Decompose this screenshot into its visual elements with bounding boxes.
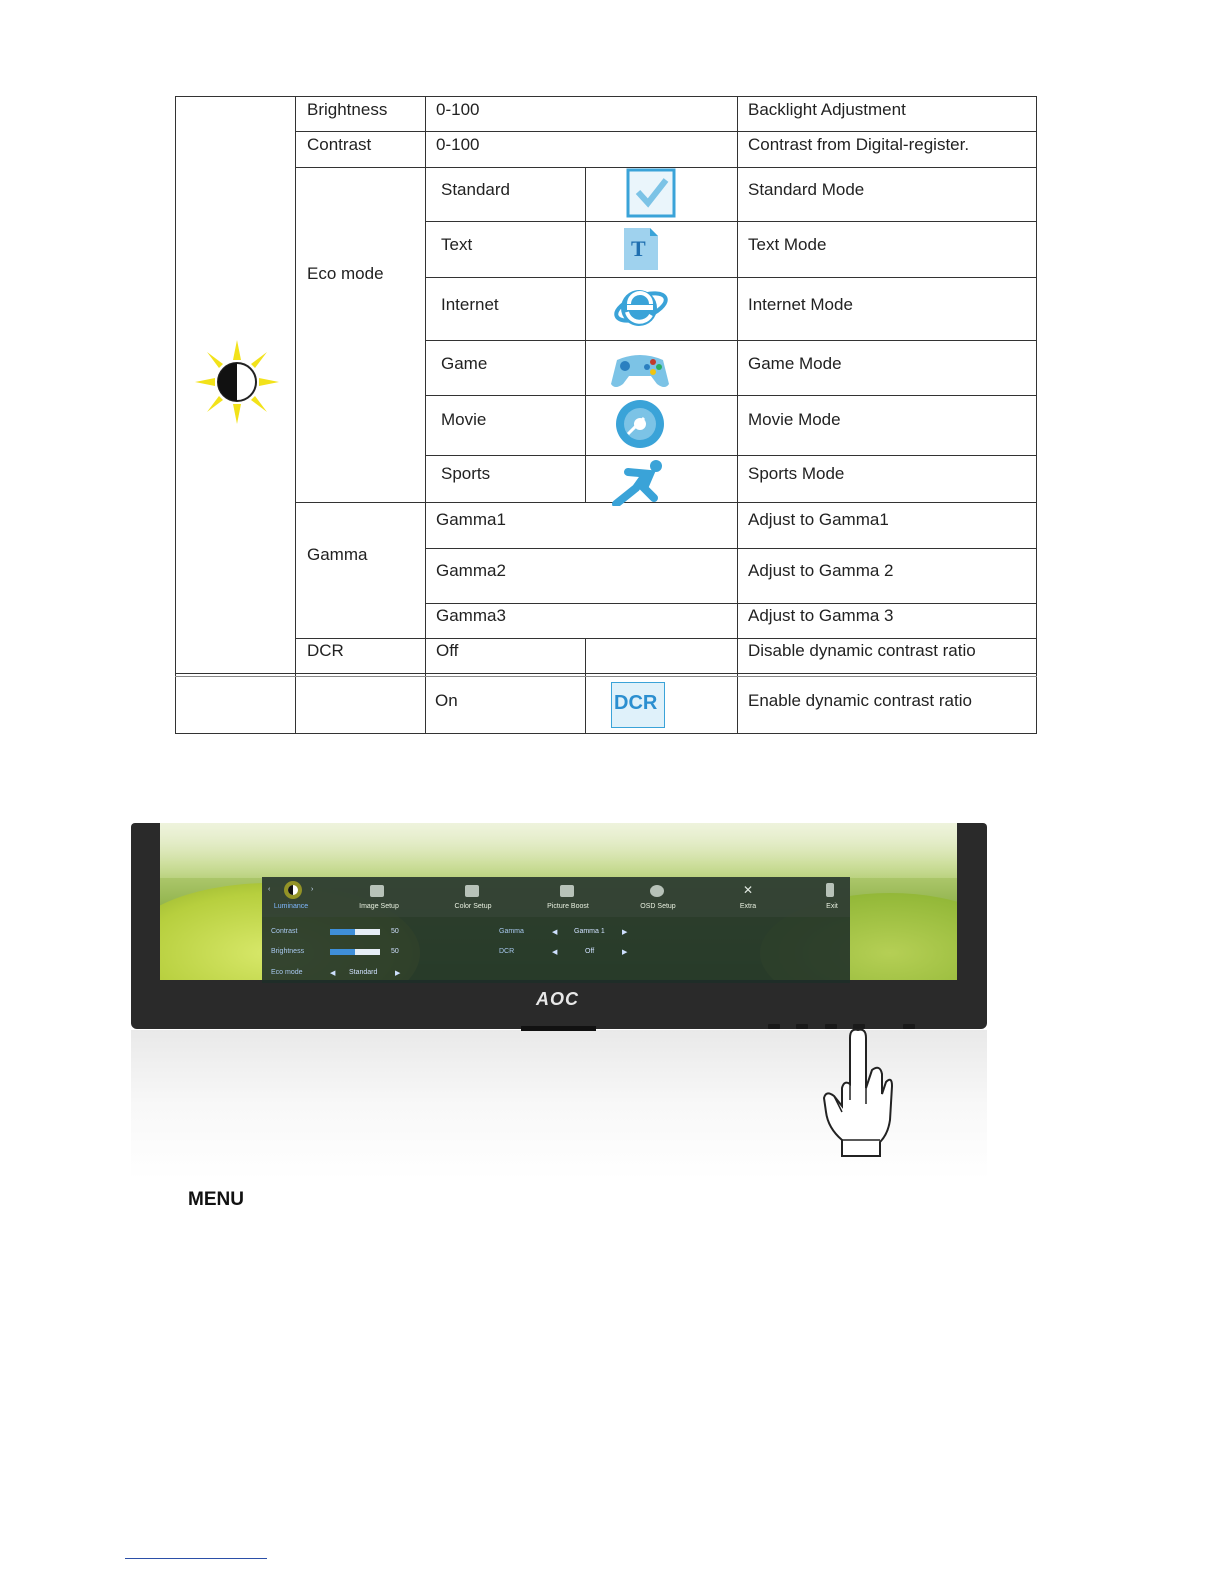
- osd-brightness-slider[interactable]: [330, 949, 380, 955]
- osd-setup-icon: [650, 885, 664, 897]
- osd-tab-color-setup[interactable]: Color Setup: [454, 903, 492, 910]
- color-setup-icon: [465, 885, 479, 897]
- eco-mode-name: Movie: [441, 410, 487, 429]
- gamma-option-name: Gamma1: [436, 510, 506, 529]
- eco-mode-description: Text Mode: [748, 235, 827, 254]
- osd-next-arrow[interactable]: ›: [311, 886, 314, 893]
- row-label-brightness: Brightness: [307, 100, 388, 119]
- internet-explorer-icon: [613, 279, 669, 338]
- eco-mode-description: Standard Mode: [748, 180, 865, 199]
- gamma-option-description: Adjust to Gamma1: [748, 510, 889, 529]
- osd-tab-osd-setup[interactable]: OSD Setup: [640, 903, 676, 910]
- exit-icon: [826, 883, 834, 897]
- osd-tab-extra[interactable]: Extra: [739, 903, 757, 910]
- eco-mode-name: Game: [441, 354, 488, 373]
- osd-item-label: DCR: [499, 948, 515, 955]
- osd-tab-exit[interactable]: Exit: [826, 903, 838, 910]
- dcr-icon-label: DCR: [614, 692, 658, 714]
- monitor-stand: [521, 1026, 596, 1031]
- pointing-hand-icon: [820, 1024, 896, 1165]
- osd-left-arrow[interactable]: ◀: [330, 970, 336, 977]
- svg-text:T: T: [631, 236, 646, 261]
- eco-mode-name: Text: [441, 235, 473, 254]
- eco-mode-description: Internet Mode: [748, 295, 853, 314]
- checkmark-icon: [626, 168, 676, 223]
- picture-boost-icon: [560, 885, 574, 897]
- row-desc-contrast: Contrast from Digital-register.: [748, 135, 970, 154]
- row-label-dcr: DCR: [307, 641, 344, 660]
- row-label-contrast: Contrast: [307, 135, 372, 154]
- osd-item-value[interactable]: Gamma 1: [574, 928, 605, 935]
- osd-item-value: 50: [391, 928, 399, 935]
- brand-logo: AOC: [536, 989, 579, 1009]
- footnote-rule: [125, 1558, 267, 1559]
- osd-tab-bar: [262, 877, 850, 917]
- dcr-option-name: On: [435, 691, 458, 710]
- osd-right-arrow[interactable]: ▶: [622, 929, 628, 936]
- eco-mode-name: Internet: [441, 295, 499, 314]
- monitor-button[interactable]: [768, 1024, 780, 1029]
- extra-icon: ✕: [743, 883, 754, 897]
- dcr-option-description: Enable dynamic contrast ratio: [748, 691, 972, 710]
- gamma-option-description: Adjust to Gamma 3: [748, 606, 894, 625]
- osd-prev-arrow[interactable]: ‹: [268, 886, 271, 893]
- osd-tab-picture-boost[interactable]: Picture Boost: [547, 903, 589, 910]
- row-desc-brightness: Backlight Adjustment: [748, 100, 906, 119]
- osd-tab-luminance[interactable]: Luminance: [273, 903, 309, 910]
- gamma-option-description: Adjust to Gamma 2: [748, 561, 894, 580]
- osd-right-arrow[interactable]: ▶: [395, 970, 401, 977]
- eco-mode-name: Standard: [441, 180, 510, 199]
- row-range-contrast: 0-100: [436, 135, 480, 154]
- osd-item-label: Gamma: [499, 928, 524, 935]
- menu-caption: MENU: [188, 1189, 244, 1210]
- eco-mode-description: Movie Mode: [748, 410, 841, 429]
- osd-item-value[interactable]: Off: [585, 948, 595, 955]
- osd-left-arrow[interactable]: ◀: [552, 929, 558, 936]
- osd-item-value[interactable]: Standard: [349, 969, 378, 976]
- osd-item-label: Brightness: [271, 948, 305, 955]
- dcr-icon: [611, 682, 665, 728]
- osd-tab-image-setup[interactable]: Image Setup: [359, 903, 399, 910]
- image-setup-icon: [370, 885, 384, 897]
- luminance-icon: [283, 880, 303, 905]
- osd-contrast-slider[interactable]: [330, 929, 380, 935]
- osd-item-label: Eco mode: [271, 969, 303, 976]
- dcr-option-description: Disable dynamic contrast ratio: [748, 641, 976, 660]
- osd-right-arrow[interactable]: ▶: [622, 949, 628, 956]
- monitor-button[interactable]: [796, 1024, 808, 1029]
- osd-left-arrow[interactable]: ◀: [552, 949, 558, 956]
- row-label-gamma: Gamma: [307, 545, 368, 564]
- eco-mode-description: Sports Mode: [748, 464, 845, 483]
- row-label-eco-mode: Eco mode: [307, 264, 384, 283]
- eco-mode-description: Game Mode: [748, 354, 842, 373]
- gamepad-icon: [609, 344, 671, 397]
- eco-mode-name: Sports: [441, 464, 491, 483]
- runner-icon: [610, 458, 670, 511]
- text-document-icon: [622, 224, 660, 277]
- power-button[interactable]: [903, 1024, 915, 1029]
- dcr-option-name: Off: [436, 641, 459, 660]
- osd-item-value: 50: [391, 948, 399, 955]
- disc-icon: [614, 398, 666, 455]
- osd-item-label: Contrast: [271, 928, 298, 935]
- gamma-option-name: Gamma3: [436, 606, 506, 625]
- brightness-sun-icon: [193, 338, 281, 426]
- gamma-option-name: Gamma2: [436, 561, 506, 580]
- row-range-brightness: 0-100: [436, 100, 480, 119]
